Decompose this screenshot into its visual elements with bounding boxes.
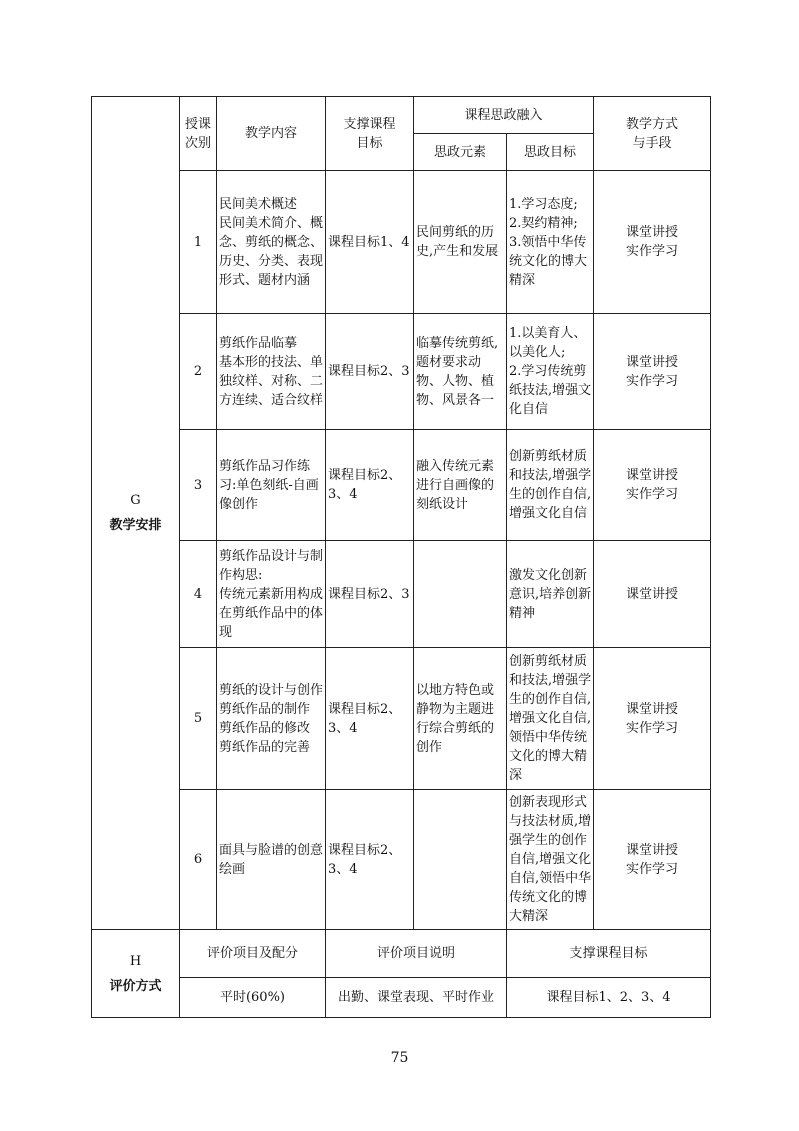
table-row: [92, 171, 711, 314]
eval-header-desc: 评价项目说明: [326, 930, 507, 978]
section-g-code: G: [130, 493, 141, 508]
ideology-element: 以地方特色或静物为主题进行综合剪纸的创作: [414, 648, 507, 790]
session-number: 1: [180, 171, 217, 314]
teaching-method: 课堂讲授 实作学习: [594, 314, 711, 430]
supporting-objective: 课程目标2、3: [326, 541, 414, 648]
header-element: 思政元素: [414, 134, 507, 171]
section-h-code: H: [129, 953, 142, 969]
table-row: [92, 314, 711, 430]
table-row: [92, 541, 711, 648]
supporting-objective: 课程目标2、3: [326, 314, 414, 430]
teaching-method: 课堂讲授 实作学习: [594, 648, 711, 790]
teaching-method: 课堂讲授 实作学习: [594, 790, 711, 930]
header-method: 教学方式 与手段: [594, 97, 711, 171]
ideology-goal: 激发文化创新意识,培养创新精神: [507, 541, 594, 648]
header-content: 教学内容: [217, 97, 326, 171]
supporting-objective: 课程目标1、4: [326, 171, 414, 314]
teaching-content: 剪纸作品临摹 基本形的技法、单独纹样、对称、二方连续、适合纹样: [217, 314, 326, 430]
table-row: [92, 790, 711, 930]
evaluation-row: [92, 978, 711, 1018]
ideology-element: [414, 790, 507, 930]
eval-header-target: 支撑课程目标: [507, 930, 711, 978]
teaching-method: 课堂讲授 实作学习: [594, 171, 711, 314]
teaching-content: 剪纸的设计与创作 剪纸作品的制作 剪纸作品的修改 剪纸作品的完善: [217, 648, 326, 790]
ideology-element: 民间剪纸的历史,产生和发展: [414, 171, 507, 314]
ideology-element: 临摹传统剪纸,题材要求动物、人物、植物、风景各一: [414, 314, 507, 430]
header-ideology-goal: 思政目标: [507, 134, 594, 171]
evaluation-header-row: [92, 930, 711, 978]
ideology-goal: 创新剪纸材质和技法,增强学生的创作自信,增强文化自信,领悟中华传统文化的博大精深: [507, 648, 594, 790]
supporting-objective: 课程目标2、3、4: [326, 430, 414, 541]
supporting-objective: 课程目标2、3、4: [326, 790, 414, 930]
teaching-content: 民间美术概述 民间美术简介、概念、剪纸的概念、历史、分类、表现形式、题材内涵: [217, 171, 326, 314]
ideology-goal: 1.学习态度; 2.契约精神; 3.领悟中华传统文化的博大精深: [507, 171, 594, 314]
header-ideology: 课程思政融入: [414, 97, 594, 134]
section-g-label: [92, 97, 180, 930]
header-session: 授课 次别: [180, 97, 217, 171]
table-row: [92, 430, 711, 541]
eval-desc: 出勤、课堂表现、平时作业: [326, 978, 507, 1018]
session-number: 6: [180, 790, 217, 930]
ideology-element: [414, 541, 507, 648]
teaching-method: 课堂讲授 实作学习: [594, 430, 711, 541]
teaching-content: 面具与脸谱的创意绘画: [217, 790, 326, 930]
page-number: 75: [390, 1050, 409, 1066]
section-g-title: 教学安排: [109, 518, 162, 533]
course-schedule-table: [91, 96, 711, 1018]
teaching-content: 剪纸作品设计与制作构思: 传统元素新用构成在剪纸作品中的体现: [217, 541, 326, 648]
ideology-goal: 创新表现形式与技法材质,增强学生的创作自信,增强文化自信,领悟中华传统文化的博大精深: [507, 790, 594, 930]
supporting-objective: 课程目标2、3、4: [326, 648, 414, 790]
session-number: 5: [180, 648, 217, 790]
ideology-element: 融入传统元素进行自画像的刻纸设计: [414, 430, 507, 541]
eval-item: 平时(60%): [180, 978, 326, 1018]
session-number: 3: [180, 430, 217, 541]
eval-target: 课程目标1、2、3、4: [507, 978, 711, 1018]
header-objective: 支撑课程 目标: [326, 97, 414, 171]
section-h-title: 评价方式: [109, 978, 162, 994]
teaching-method: 课堂讲授: [594, 541, 711, 648]
ideology-goal: 创新剪纸材质和技法,增强学生的创作自信,增强文化自信: [507, 430, 594, 541]
eval-header-item: 评价项目及配分: [180, 930, 326, 978]
section-h-label: [92, 930, 180, 1018]
teaching-content: 剪纸作品习作练习:单色刻纸-自画像创作: [217, 430, 326, 541]
ideology-goal: 1.以美育人、以美化人; 2.学习传统剪纸技法,增强文化自信: [507, 314, 594, 430]
session-number: 4: [180, 541, 217, 648]
table-row: [92, 648, 711, 790]
session-number: 2: [180, 314, 217, 430]
